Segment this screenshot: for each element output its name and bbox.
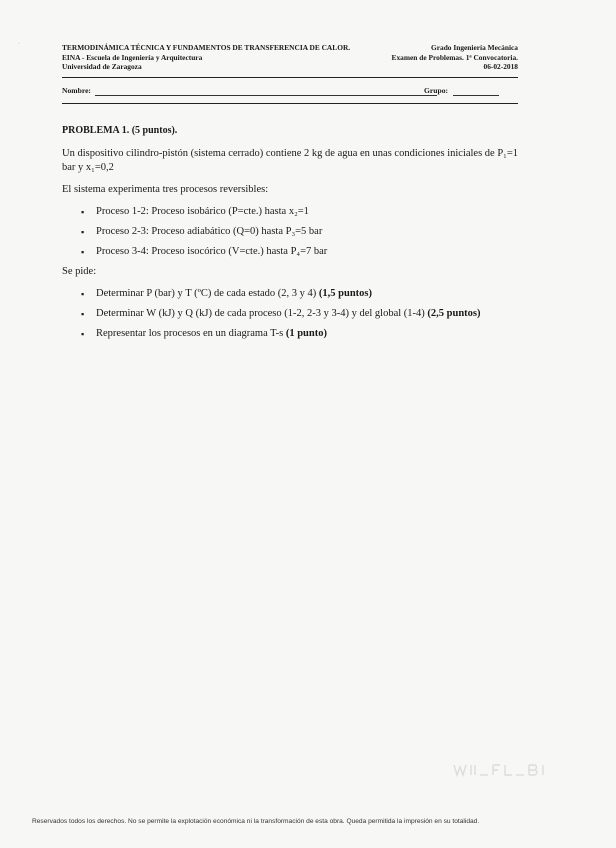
ask-text: Representar los procesos en un diagrama T-s <box>96 328 286 339</box>
list-item: ▪ Proceso 2-3: Proceso adiabático (Q=0) hasta P₃=5 bar <box>62 225 522 239</box>
copyright-footer: Reservados todos los derechos. No se permite la explotación económica ni la transformación de esta obra. Queda permitida la impresión en su totalidad. <box>32 818 480 825</box>
faded-watermark-stamp <box>452 762 546 778</box>
header-row-1 <box>62 43 518 53</box>
exam-date: 06-02-2018 <box>483 62 518 71</box>
list-item <box>62 307 522 321</box>
process-list <box>62 205 522 259</box>
degree-name: Grado Ingeniería Mecánica <box>430 43 518 52</box>
problem-title: PROBLEMA 1. (5 puntos). <box>62 125 178 136</box>
ask-text: Determinar P (bar) y T (ºC) de cada estado (2, 3 y 4) <box>96 288 319 299</box>
group-field-line[interactable] <box>453 95 499 96</box>
problem-body <box>62 124 522 347</box>
list-item: ▪ Proceso 3-4: Proceso isocórico (V=cte.) hasta P₄=7 bar <box>62 245 522 259</box>
asks-list <box>62 287 522 341</box>
exam-session: Examen de Problemas. 1ª Convocatoria. <box>391 52 518 62</box>
ask-text: Determinar W (kJ) y Q (kJ) de cada proceso (1-2, 2-3 y 3-4) y del global (1-4) <box>96 308 428 319</box>
problem-statement: Un dispositivo cilindro-pistón (sistema cerrado) contiene 2 kg de agua en unas condiciones iniciales de P₁=1 bar y x₁=0,2 <box>62 148 519 173</box>
list-item <box>62 327 522 341</box>
header-divider <box>62 77 518 78</box>
asks-intro: Se pide: <box>62 266 97 277</box>
scan-speck: · <box>18 41 20 47</box>
process-intro: El sistema experimenta tres procesos reversibles: <box>62 184 269 195</box>
name-divider <box>62 103 518 104</box>
university-name: Universidad de Zaragoza <box>62 62 142 71</box>
name-field-line[interactable] <box>95 95 437 96</box>
ask-points: (1 punto) <box>285 328 327 339</box>
header-row-3 <box>62 62 518 72</box>
ask-points: (2,5 puntos) <box>427 308 481 319</box>
course-title: TERMODINÁMICA TÉCNICA Y FUNDAMENTOS DE TRANSFERENCIA DE CALOR. <box>62 43 351 52</box>
student-info-row <box>62 86 518 95</box>
list-item: ▪ Proceso 1-2: Proceso isobárico (P=cte.) hasta x₂=1 <box>62 205 522 219</box>
exam-header <box>62 43 518 72</box>
header-row-2 <box>62 53 518 63</box>
list-item <box>62 287 522 301</box>
school-name: EINA - Escuela de Ingeniería y Arquitectura <box>62 52 203 62</box>
name-label: Nombre: <box>62 86 91 95</box>
group-label: Grupo: <box>424 86 449 95</box>
ask-points: (1,5 puntos) <box>318 288 373 299</box>
